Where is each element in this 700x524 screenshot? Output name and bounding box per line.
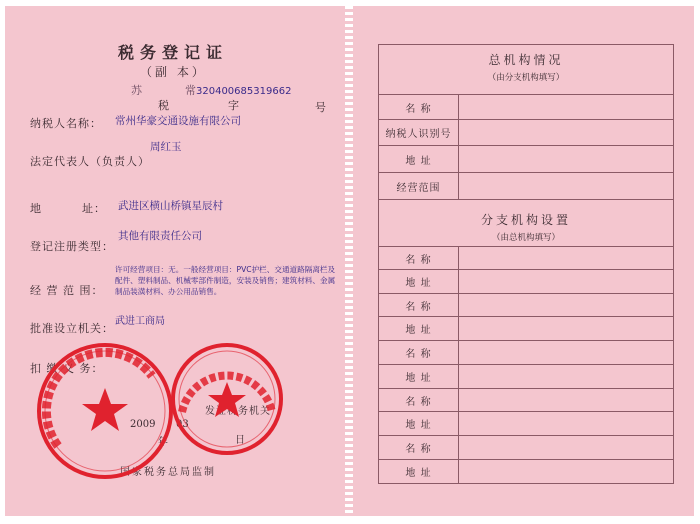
branch-name-label: 名 称 (379, 436, 459, 459)
branch-name-label: 名 称 (379, 341, 459, 364)
branch-title: 分支机构设置 (480, 213, 571, 227)
tax-number: 320400685319662 (196, 86, 292, 97)
tax-label-2: 字 (228, 99, 239, 112)
taxpayer-name: 常州华豪交通设施有限公司 (115, 115, 241, 127)
hq-row-label: 纳税人识别号 (379, 120, 459, 145)
prefix-type: 常 (185, 84, 196, 97)
hq-row-label: 经营范围 (379, 173, 459, 199)
branch-row (379, 247, 673, 294)
branch-row (379, 294, 673, 341)
year-label: 年 (158, 437, 168, 448)
hq-row-label: 名 称 (379, 95, 459, 119)
local-tax-seal (168, 340, 286, 458)
branch-row (379, 389, 673, 436)
approval-authority: 武进工商局 (115, 316, 165, 327)
address-label-1: 地 (30, 202, 42, 215)
certificate-title: 税务登记证 (118, 43, 229, 62)
national-tax-seal (30, 336, 180, 486)
day-label: 日 (235, 435, 245, 446)
branch-table (378, 246, 674, 484)
hq-row (379, 173, 673, 199)
branch-name-label: 名 称 (379, 247, 459, 269)
hq-row (379, 146, 673, 173)
branch-name-label: 名 称 (379, 294, 459, 316)
branch-addr-label: 地 址 (379, 412, 459, 435)
issue-month: 03 (176, 419, 189, 430)
approval-label: 批准设立机关： (30, 322, 114, 335)
reg-type: 其他有限责任公司 (118, 230, 202, 242)
business-scope: 许可经营项目：无。一般经营项目：PVC护栏、交通道路隔离栏及配件、塑料制品、机械零部件制造，安装及销售；建筑材料、金属制品装潢材料、办公用品销售。 (115, 265, 336, 296)
issue-year: 2009 (130, 419, 156, 430)
legal-rep: 周红玉 (150, 141, 182, 153)
perforated-seam (345, 6, 353, 516)
branch-name-label: 名 称 (379, 389, 459, 411)
hq-row (379, 120, 673, 146)
withholding-label: 扣 缴 义 务： (30, 362, 104, 375)
legal-rep-label: 法定代表人（负责人） (30, 155, 150, 168)
address-label-2: 址： (82, 202, 106, 215)
tax-label-3: 号 (315, 101, 326, 114)
address: 武进区横山桥镇星辰村 (118, 200, 223, 212)
hq-table (378, 94, 674, 200)
hq-row (379, 95, 673, 120)
hq-title: 总机构情况 (488, 53, 564, 67)
footer-supervision: 国家税务总局监制 (120, 467, 216, 478)
certificate-subtitle: （副 本） (140, 65, 207, 79)
tax-label-1: 税 (158, 99, 169, 112)
branch-header (378, 200, 674, 246)
prefix-province: 苏 (131, 84, 142, 97)
taxpayer-name-label: 纳税人名称： (30, 117, 102, 130)
branch-addr-label: 地 址 (379, 365, 459, 388)
branch-addr-label: 地 址 (379, 317, 459, 340)
scope-label: 经 营 范 围： (30, 284, 104, 297)
branch-row (379, 341, 673, 389)
hq-header (378, 44, 674, 94)
branch-note: （由总机构填写） (491, 233, 560, 243)
reg-type-label: 登记注册类型： (30, 240, 114, 253)
issuer-label: 发证税务机关 (205, 406, 271, 417)
branch-addr-label: 地 址 (379, 270, 459, 293)
hq-row-label: 地 址 (379, 146, 459, 172)
branch-row (379, 436, 673, 483)
hq-note: （由分支机构填写） (487, 73, 565, 83)
branch-addr-label: 地 址 (379, 460, 459, 483)
